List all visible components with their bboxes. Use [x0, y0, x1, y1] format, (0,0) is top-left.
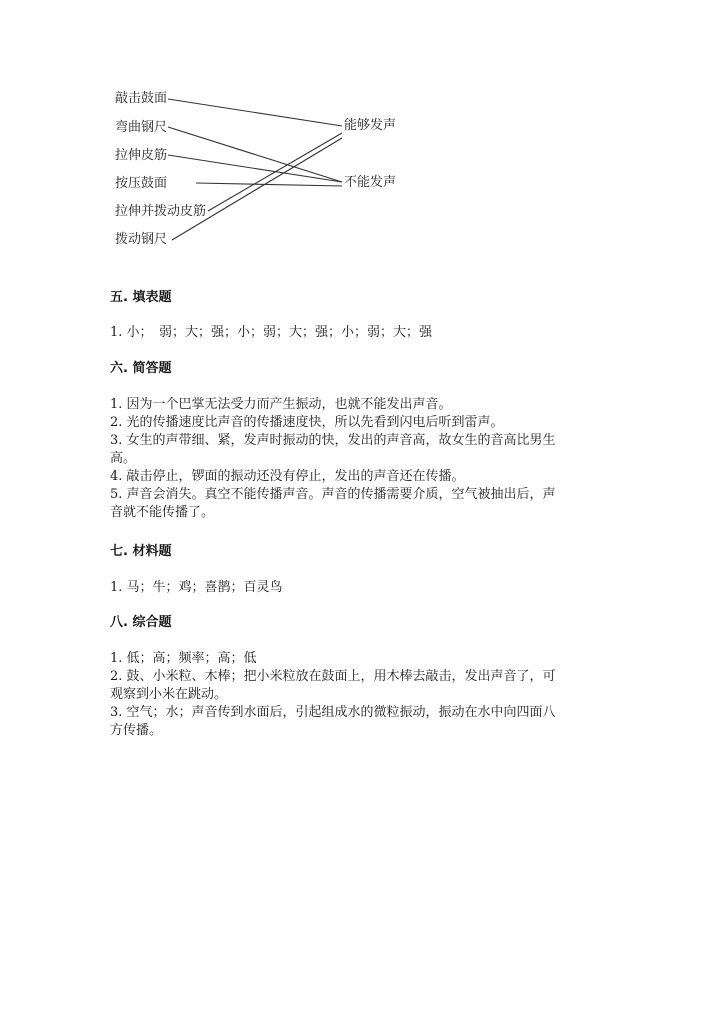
answer-line: 1. 低；高；频率；高；低	[110, 651, 257, 666]
answer-line: 方传播。	[110, 723, 163, 738]
left-item-6: 拨动钢尺	[115, 232, 168, 247]
match-line-6	[172, 138, 342, 240]
left-item-3: 拉伸皮筋	[115, 148, 168, 163]
section-5-heading: 五. 填表题	[110, 290, 172, 305]
right-item-2: 不能发声	[344, 175, 397, 190]
answer-line: 1. 小； 弱；大；强；小；弱；大；强；小；弱；大；强	[110, 325, 433, 340]
section-5-answers	[110, 324, 610, 342]
match-line-2	[168, 127, 342, 182]
answer-line: 观察到小米在跳动。	[110, 687, 228, 702]
answer-line: 3. 空气；水；声音传到水面后，引起组成水的微粒振动，振动在水中向四面八	[110, 705, 556, 720]
answer-line: 2. 鼓、小米粒、木棒；把小米粒放在鼓面上，用木棒去敲击，发出声音了，可	[110, 669, 556, 684]
right-item-1: 能够发声	[344, 118, 397, 133]
match-line-3	[168, 155, 342, 182]
matching-diagram	[0, 0, 720, 260]
answer-line: 1. 因为一个巴掌无法受力而产生振动，也就不能发出声音。	[110, 397, 452, 412]
match-line-5	[208, 133, 342, 211]
answer-line: 2. 光的传播速度比声音的传播速度快，所以先看到闪电后听到雷声。	[110, 415, 504, 430]
section-8-answers	[110, 650, 610, 740]
left-item-5: 拉伸并拨动皮筋	[115, 204, 207, 219]
answer-line: 音就不能传播了。	[110, 505, 215, 520]
left-item-1: 敲击鼓面	[115, 91, 168, 106]
answer-line: 3. 女生的声带细、紧，发声时振动的快，发出的声音高，故女生的音高比男生	[110, 433, 556, 448]
section-6-answers	[110, 396, 610, 522]
match-line-4	[196, 183, 342, 186]
left-item-4: 按压鼓面	[115, 176, 168, 191]
section-6-heading: 六. 简答题	[110, 361, 172, 376]
answer-line: 5. 声音会消失。真空不能传播声音。声音的传播需要介质，空气被抽出后，声	[110, 487, 556, 502]
left-item-2: 弯曲钢尺	[115, 120, 168, 135]
answer-line: 高。	[110, 451, 137, 466]
answer-line: 1. 马；牛；鸡；喜鹊；百灵鸟	[110, 580, 283, 595]
section-8-heading: 八. 综合题	[110, 615, 172, 630]
answer-line: 4. 敲击停止，锣面的振动还没有停止，发出的声音还在传播。	[110, 469, 465, 484]
section-7-answers	[110, 579, 610, 597]
section-7-heading: 七. 材料题	[110, 544, 172, 559]
match-line-1	[168, 99, 342, 126]
